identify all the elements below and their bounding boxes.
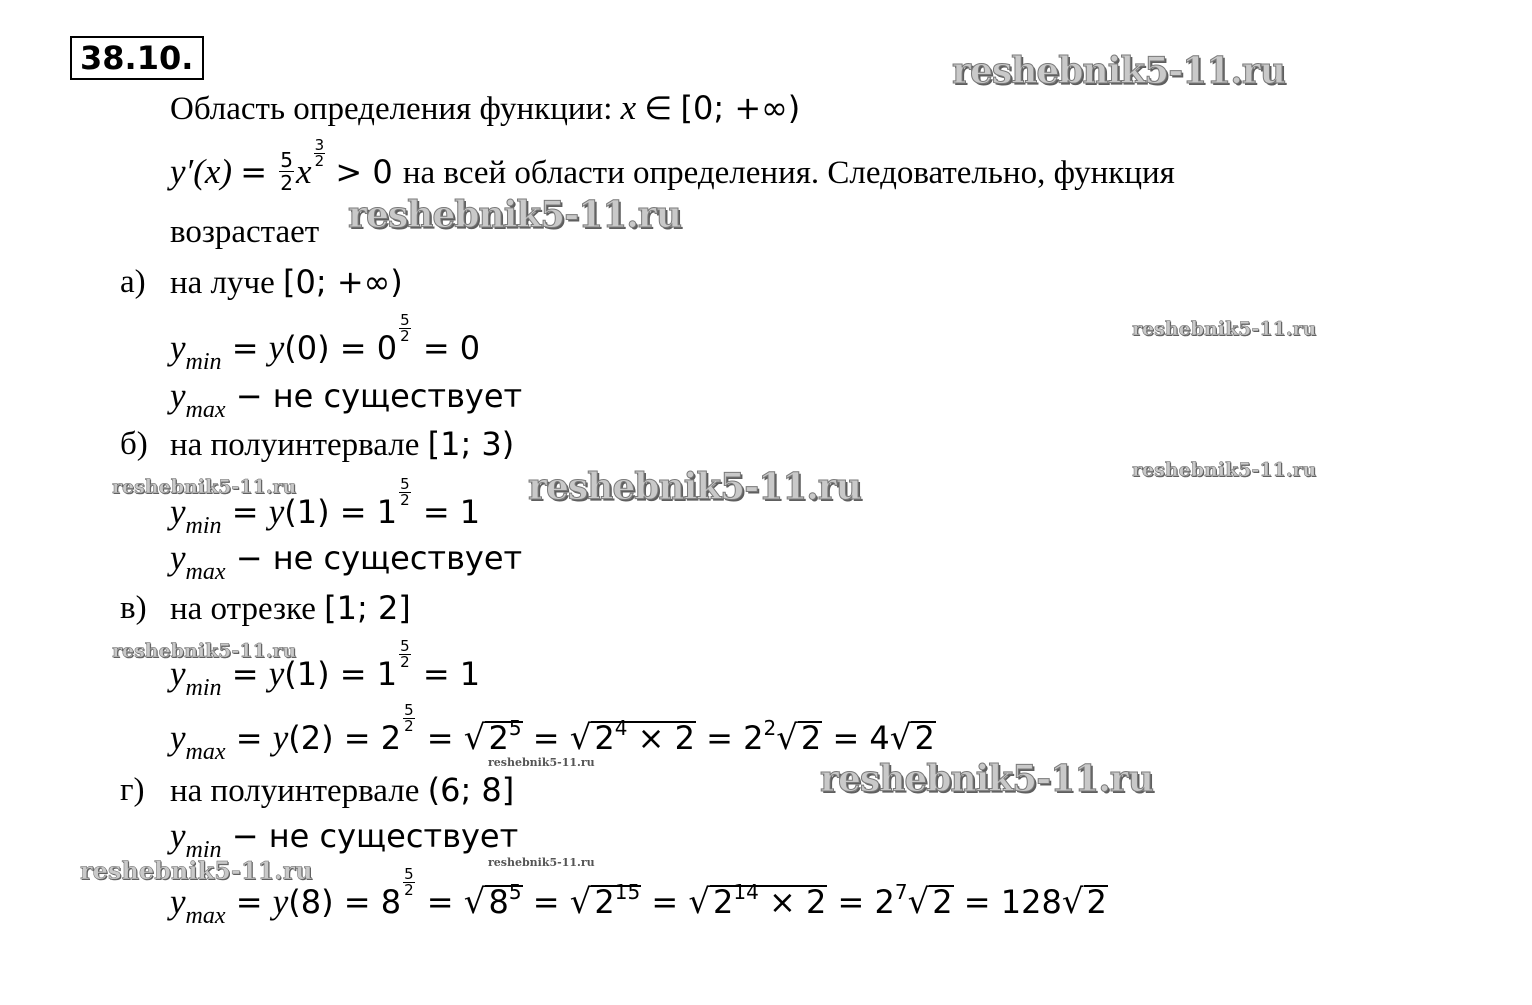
domain-text: Область определения функции: <box>170 91 613 127</box>
part-g-min-text: − не существует <box>231 817 519 855</box>
watermark: reshebnik5-11.ru <box>1132 318 1317 340</box>
part-b-max: $y_{max}$ − не существует <box>170 538 523 585</box>
part-v-min: $y_{min} = y(1) = 1$ $\frac{5}{2}$ = 1 <box>170 636 481 701</box>
exponent-5-2: $\frac{5}{2}$ <box>404 864 414 899</box>
part-g-interval-text: на полуинтервале <box>170 773 420 809</box>
watermark: reshebnik5-11.ru <box>488 756 595 769</box>
derivative-tail: на всей области определения. Следовательно, функция <box>402 155 1175 191</box>
part-g-interval-line <box>170 770 514 811</box>
domain-line <box>170 88 800 129</box>
exponent-5-2: $\frac{5}{2}$ <box>400 474 410 509</box>
watermark: reshebnik5-11.ru <box>528 466 861 508</box>
part-a-interval: [0; +∞) <box>283 263 403 301</box>
watermark: reshebnik5-11.ru <box>112 640 297 662</box>
part-b-min-value: = 1 <box>422 493 481 531</box>
part-a-max-text: − не существует <box>235 377 523 415</box>
exponent-5-2: $\frac{5}{2}$ <box>400 636 410 671</box>
part-a-label: а) <box>120 264 146 300</box>
part-g-max: $y_{max} = y(8) = 8$ $\frac{5}{2}$ = $√8^5 = √2^{15} = √2^{14} \times 2 = 2^7√2 = 128√2$ <box>170 864 1107 929</box>
var-x: x <box>296 152 312 191</box>
watermark: reshebnik5-11.ru <box>488 856 595 869</box>
exponent-3-2: $\frac{3}{2}$ <box>314 135 325 170</box>
part-v-interval-text: на отрезке <box>170 591 316 627</box>
greater-zero: > 0 <box>335 153 403 191</box>
exponent-5-2: $\frac{5}{2}$ <box>404 700 414 735</box>
derivative-lhs: y′(x) <box>170 152 233 191</box>
domain-interval: [0; +∞) <box>680 89 801 127</box>
problem-number: 38.10. <box>70 36 204 80</box>
fraction-5-2: $\frac{5}{2}$ <box>280 147 294 195</box>
derivative-line <box>170 135 1175 198</box>
part-a-min: $y_{min} = y(0) = 0$ $\frac{5}{2}$ = 0 <box>170 310 481 375</box>
part-b-label: б) <box>120 426 148 462</box>
watermark: reshebnik5-11.ru <box>1132 459 1317 481</box>
watermark: reshebnik5-11.ru <box>112 476 297 498</box>
var-x: x <box>620 88 637 127</box>
equals: = <box>240 153 278 191</box>
part-v-interval: [1; 2] <box>324 589 411 627</box>
increases-text: возрастает <box>170 214 320 250</box>
part-g-label: г) <box>120 772 145 808</box>
part-b-min: $y_{min} = y(1) = 1$ $\frac{5}{2}$ = 1 <box>170 474 481 539</box>
part-a-max: $y_{max}$ − не существует <box>170 376 523 423</box>
part-g-min: $y_{min}$ − не существует <box>170 816 519 863</box>
part-b-interval: [1; 3) <box>427 425 515 463</box>
watermark: reshebnik5-11.ru <box>820 758 1153 800</box>
part-v-interval-line <box>170 588 411 629</box>
watermark: reshebnik5-11.ru <box>952 50 1285 92</box>
part-v-min-value: = 1 <box>422 655 481 693</box>
part-a-interval-text: на луче <box>170 265 275 301</box>
part-b-interval-text: на полуинтервале <box>170 427 420 463</box>
part-a-min-value: = 0 <box>422 329 481 367</box>
watermark: reshebnik5-11.ru <box>348 194 681 236</box>
part-g-interval: (6; 8] <box>427 771 515 809</box>
part-v-label: в) <box>120 590 147 626</box>
part-b-interval-line <box>170 424 514 465</box>
exponent-5-2: $\frac{5}{2}$ <box>400 310 410 345</box>
part-a-interval-line <box>170 262 403 303</box>
element-of: ∈ <box>644 89 673 127</box>
part-b-max-text: − не существует <box>235 539 523 577</box>
part-v-max: $y_{max} = y(2) = 2$ $\frac{5}{2}$ = $√2^5 = √2^4 \times 2 = 2^2√2 = 4√2$ <box>170 700 935 765</box>
watermark: reshebnik5-11.ru <box>80 856 313 885</box>
